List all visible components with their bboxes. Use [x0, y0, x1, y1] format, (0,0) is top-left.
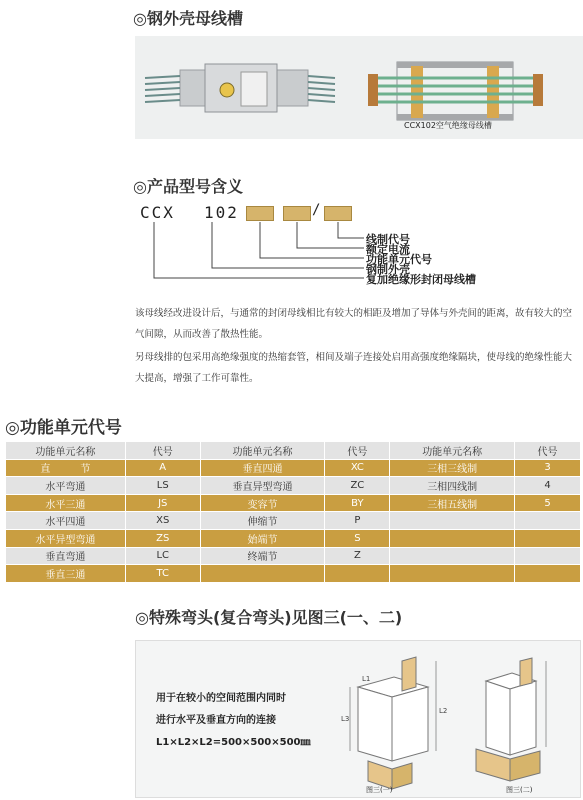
table-cell: LC — [125, 547, 200, 565]
table-cell: 直 节 — [6, 459, 126, 477]
table-cell: 水平三通 — [6, 494, 126, 512]
table-header: 代号 — [125, 442, 200, 460]
figure-caption-1: 图三(一) — [366, 786, 393, 794]
table-cell: 垂直异型弯通 — [200, 477, 325, 495]
table-cell: 垂直三通 — [6, 565, 126, 583]
busway-product-illustration — [135, 36, 583, 139]
table-cell — [515, 512, 581, 530]
table-cell: 伸缩节 — [200, 512, 325, 530]
figure-description-line-1: 用于在较小的空间范围内同时 — [156, 693, 286, 704]
description-paragraph-1: 该母线经改进设计后，与通常的封闭母线相比有较大的相距及增加了导体与外壳间的距离，故有较大的空气间隙，从而改善了散热性能。 — [135, 308, 573, 340]
section-heading-steel-busway: ◎钢外壳母线槽 — [133, 9, 243, 28]
table-cell — [390, 547, 515, 565]
table-cell: 三相四线制 — [390, 477, 515, 495]
table-header: 功能单元名称 — [6, 442, 126, 460]
table-cell: 垂直弯通 — [6, 547, 126, 565]
table-cell: Z — [325, 547, 390, 565]
model-prefix: CCX — [140, 203, 175, 222]
model-code-leader-lines — [140, 200, 580, 300]
table-cell: 三相五线制 — [390, 494, 515, 512]
table-cell: 3 — [515, 459, 581, 477]
label-wire-system: 线制代号 — [366, 233, 410, 246]
table-header: 功能单元名称 — [200, 442, 325, 460]
table-cell: 三相三线制 — [390, 459, 515, 477]
table-cell — [390, 512, 515, 530]
table-cell: S — [325, 529, 390, 547]
table-cell: 始端节 — [200, 529, 325, 547]
table-cell — [390, 529, 515, 547]
table-cell: A — [125, 459, 200, 477]
table-cell: XS — [125, 512, 200, 530]
product-photo-panel — [135, 36, 583, 139]
label-steel-shell: 钢制外壳 — [366, 263, 410, 276]
dim-label-l1: L1 — [362, 675, 371, 683]
table-cell: TC — [125, 565, 200, 583]
table-row — [6, 565, 581, 583]
model-code-diagram — [140, 200, 580, 300]
table-cell: LS — [125, 477, 200, 495]
air-insulated-busway-image — [368, 62, 543, 120]
table-cell: 5 — [515, 494, 581, 512]
figure-caption-2: 图三(二) — [506, 786, 533, 794]
special-bend-figure-panel — [135, 640, 581, 798]
table-cell — [515, 547, 581, 565]
table-cell: XC — [325, 459, 390, 477]
table-cell — [200, 565, 325, 583]
table-cell: 4 — [515, 477, 581, 495]
table-row — [6, 547, 581, 565]
table-cell: JS — [125, 494, 200, 512]
table-header: 代号 — [325, 442, 390, 460]
table-row — [6, 529, 581, 547]
table-cell — [390, 565, 515, 583]
busway-with-plug-box-image — [145, 64, 335, 112]
figure-description-line-2: 进行水平及垂直方向的连接 — [156, 715, 276, 726]
section-heading-model-meaning: ◎产品型号含义 — [133, 177, 243, 196]
table-cell: ZS — [125, 529, 200, 547]
table-cell: 变容节 — [200, 494, 325, 512]
dim-label-l2: L2 — [439, 707, 448, 715]
model-separator: / — [312, 202, 323, 218]
table-row — [6, 459, 581, 477]
dim-label-l3: L3 — [341, 715, 350, 723]
table-cell: ZC — [325, 477, 390, 495]
table-cell: 水平四通 — [6, 512, 126, 530]
table-cell: 终端节 — [200, 547, 325, 565]
table-row — [6, 512, 581, 530]
table-row — [6, 477, 581, 495]
table-cell — [325, 565, 390, 583]
composite-bend-figure-2 — [476, 658, 546, 781]
label-insulated-busway: 复加绝缘形封闭母线槽 — [366, 273, 476, 286]
photo-caption: CCX102空气绝缘母线槽 — [404, 121, 492, 130]
model-number: 102 — [204, 203, 239, 222]
section-heading-special-bends: ◎特殊弯头(复合弯头)见图三(一、二) — [135, 608, 403, 627]
table-cell: BY — [325, 494, 390, 512]
table-row — [6, 494, 581, 512]
table-cell — [515, 529, 581, 547]
description-paragraph-2: 另母线排的包采用高绝缘强度的热缩套管，相间及端子连接处启用高强度绝缘隔块，使母线的绝缘性能大大提高，增强了工作可靠性。 — [135, 352, 573, 384]
section-heading-function-codes: ◎功能单元代号 — [5, 418, 122, 438]
label-rated-current: 额定电流 — [366, 243, 410, 256]
table-cell — [515, 565, 581, 583]
table-cell: 垂直四通 — [200, 459, 325, 477]
table-cell: 水平弯通 — [6, 477, 126, 495]
label-function-code: 功能单元代号 — [366, 253, 432, 266]
figure-description-line-3: L1×L2×L2=500×500×500㎜ — [156, 737, 311, 748]
table-header: 代号 — [515, 442, 581, 460]
function-code-table — [5, 441, 581, 583]
composite-bend-drawings — [136, 641, 582, 799]
table-cell: 水平异型弯通 — [6, 529, 126, 547]
table-cell: P — [325, 512, 390, 530]
table-header-row — [6, 442, 581, 460]
table-header: 功能单元名称 — [390, 442, 515, 460]
